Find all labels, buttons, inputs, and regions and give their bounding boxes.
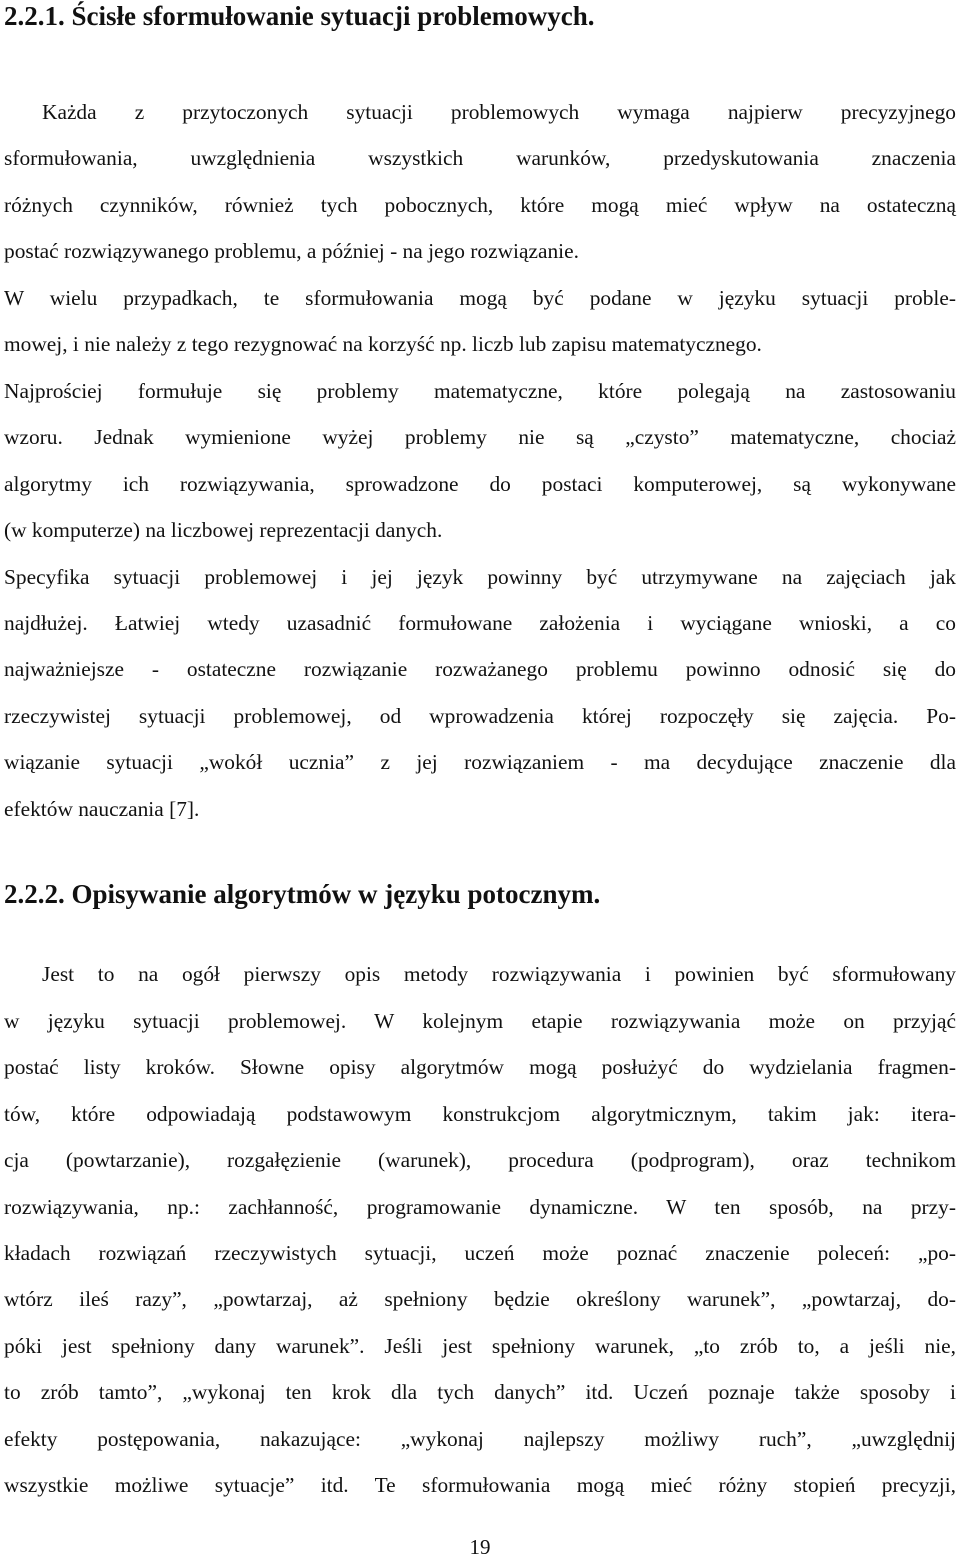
text-line: efekty postępowania, nakazujące: „wykonaj najlepszy możliwy ruch”, „uwzględnij [4,1426,956,1451]
text-line: wtórz ileś razy”, „powtarzaj, aż spełniony będzie określony warunek”, „powtarzaj, do- [4,1287,956,1312]
section-heading-2-2-2: 2.2.2. Opisywanie algorytmów w języku potocznym. [4,879,601,910]
text-line: postać rozwiązywanego problemu, a później - na jego rozwiązanie. [4,239,579,264]
text-line: wiązanie sytuacji „wokół ucznia” z jej rozwiązaniem - ma decydujące znaczenie dla [4,750,956,775]
text-line: W wielu przypadkach, te sformułowania mogą być podane w języku sytuacji proble- [4,285,956,310]
text-line: Specyfika sytuacji problemowej i jej język powinny być utrzymywane na zajęciach jak [4,564,956,589]
text-line: kładach rozwiązań rzeczywistych sytuacji, uczeń może poznać znaczenie poleceń: „po- [4,1240,956,1265]
section-heading-2-2-1: 2.2.1. Ścisłe sformułowanie sytuacji problemowych. [4,1,595,31]
text-line: tów, które odpowiadają podstawowym konstrukcjom algorytmicznym, takim jak: itera- [4,1101,956,1126]
text-line: wzoru. Jednak wymienione wyżej problemy nie są „czysto” matematyczne, chociaż [4,425,956,450]
section2-body [4,951,956,1508]
text-line: Każda z przytoczonych sytuacji problemowych wymaga najpierw precyzyjnego [42,100,956,124]
text-line: sformułowania, uwzględnienia wszystkich warunków, przedyskutowania znaczenia [4,146,956,171]
text-line: (w komputerze) na liczbowej reprezentacji danych. [4,518,443,543]
text-line: póki jest spełniony dany warunek”. Jeśli jest spełniony warunek, „to zrób to, a jeśli nie, [4,1333,956,1358]
text-line: najważniejsze - ostateczne rozwiązanie rozważanego problemu powinno odnosić się do [4,657,956,682]
text-line: to zrób tamto”, „wykonaj ten krok dla tych danych” itd. Uczeń poznaje także sposoby i [4,1380,956,1405]
text-line: mowej, i nie należy z tego rezygnować na korzyść np. liczb lub zapisu matematycznego. [4,332,762,357]
text-line: postać listy kroków. Słowne opisy algorytmów mogą posłużyć do wydzielania fragmen- [4,1055,956,1080]
text-line: algorytmy ich rozwiązywania, sprowadzone do postaci komputerowej, są wykonywane [4,471,956,496]
text-line: rzeczywistej sytuacji problemowej, od wprowadzenia której rozpoczęły się zajęcia. Po- [4,703,956,728]
text-line: różnych czynników, również tych pobocznych, które mogą mieć wpływ na ostateczną [4,192,956,217]
text-line: Najprościej formułuje się problemy matematyczne, które polegają na zastosowaniu [4,378,956,403]
text-line: rozwiązywania, np.: zachłanność, programowanie dynamiczne. W ten sposób, na przy- [4,1194,956,1219]
page-number: 19 [469,1535,491,1559]
text-line: cja (powtarzanie), rozgałęzienie (warunek), procedura (podprogram), oraz technikom [4,1148,956,1173]
document-page [4,0,956,1509]
text-line: efektów nauczania [7]. [4,796,200,821]
section1-body [4,89,956,832]
text-line: Jest to na ogół pierwszy opis metody rozwiązywania i powinien być sformułowany [42,962,956,987]
text-line: w języku sytuacji problemowej. W kolejnym etapie rozwiązywania może on przyjąć [4,1008,956,1033]
text-line: najdłużej. Łatwiej wtedy uzasadnić formułowane założenia i wyciągane wnioski, a co [4,610,956,635]
text-line: wszystkie możliwe sytuacje” itd. Te sformułowania mogą mieć różny stopień precyzji, [4,1473,956,1498]
